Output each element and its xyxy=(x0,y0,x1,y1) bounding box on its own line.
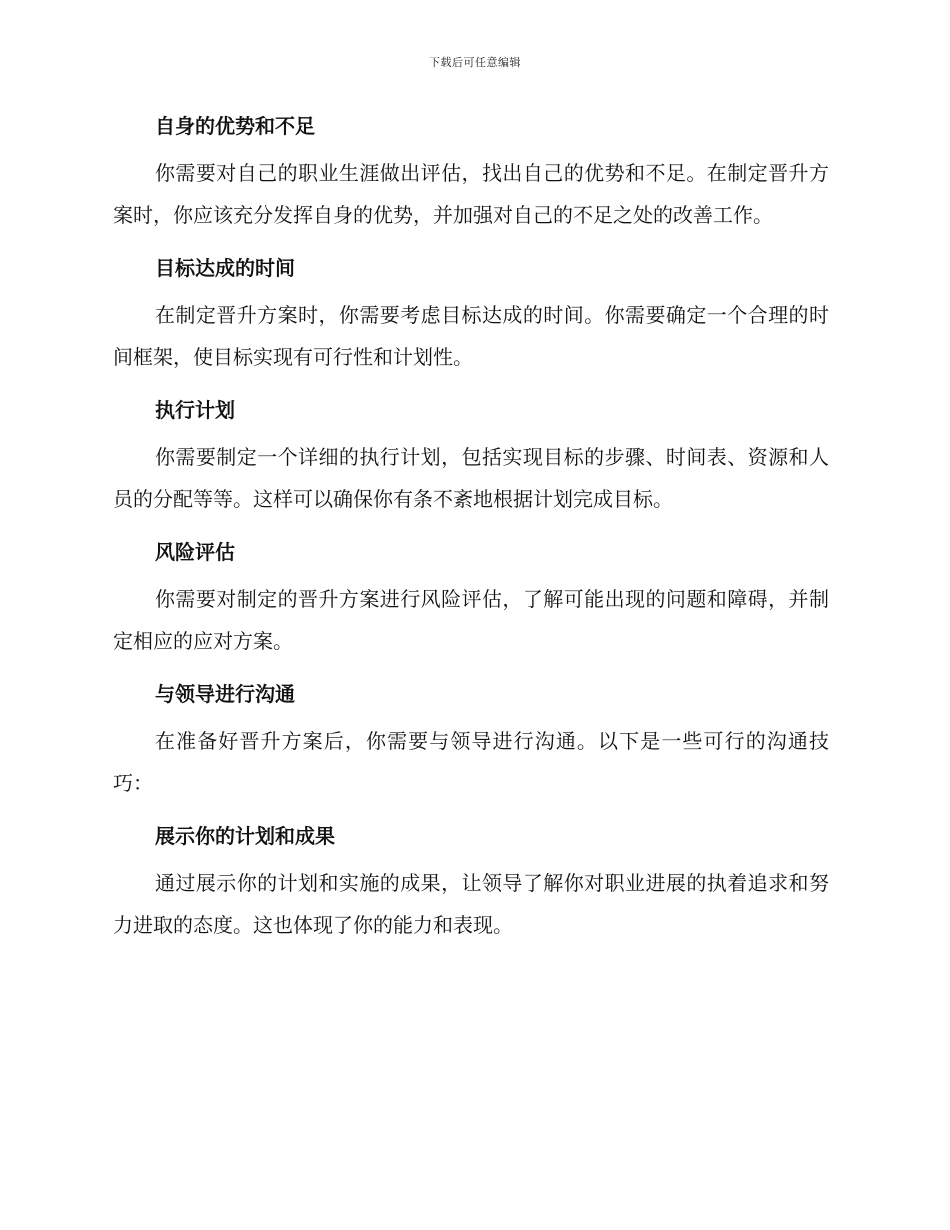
section-paragraph: 你需要对自己的职业生涯做出评估，找出自己的优势和不足。在制定晋升方案时，你应该充分发挥自身的优势，并加强对自己的不足之处的改善工作。 xyxy=(113,161,829,227)
section-heading: 自身的优势和不足 xyxy=(155,114,315,138)
section-heading: 与领导进行沟通 xyxy=(155,682,295,706)
section-heading: 目标达成的时间 xyxy=(155,256,295,280)
section-communication xyxy=(113,678,829,804)
section-paragraph: 在制定晋升方案时，你需要考虑目标达成的时间。你需要确定一个合理的时间框架，使目标实现有可行性和计划性。 xyxy=(113,303,829,369)
section-heading: 展示你的计划和成果 xyxy=(155,824,335,848)
section-execution-plan xyxy=(113,394,829,520)
section-paragraph: 你需要对制定的晋升方案进行风险评估，了解可能出现的问题和障碍，并制定相应的应对方案。 xyxy=(113,587,829,653)
section-paragraph: 在准备好晋升方案后，你需要与领导进行沟通。以下是一些可行的沟通技巧： xyxy=(113,729,829,795)
section-strengths xyxy=(113,110,829,236)
section-risk-assessment xyxy=(113,536,829,662)
section-heading: 执行计划 xyxy=(155,398,235,422)
section-paragraph: 通过展示你的计划和实施的成果，让领导了解你对职业进展的执着追求和努力进取的态度。这也体现了你的能力和表现。 xyxy=(113,871,829,937)
section-show-results xyxy=(113,820,829,946)
section-heading: 风险评估 xyxy=(155,540,235,564)
section-timeline xyxy=(113,252,829,378)
document-body xyxy=(113,110,829,962)
page-header-note: 下载后可任意编辑 xyxy=(429,56,521,69)
section-paragraph: 你需要制定一个详细的执行计划，包括实现目标的步骤、时间表、资源和人员的分配等等。这样可以确保你有条不紊地根据计划完成目标。 xyxy=(113,445,829,511)
